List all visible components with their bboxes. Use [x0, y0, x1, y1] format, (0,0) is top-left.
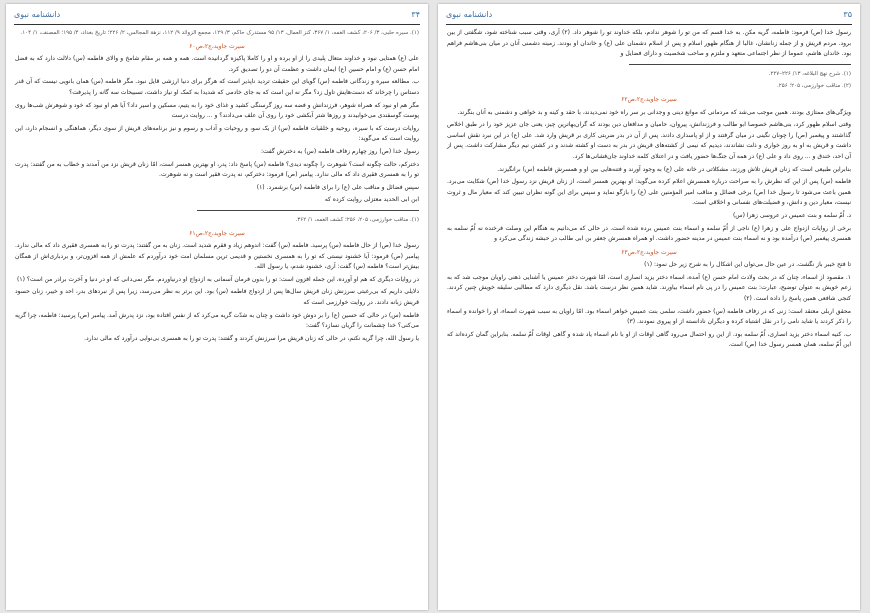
footnote: (۱). مناقب خوارزمی، ۲۰۵، ۲۵۶؛ کشف الغمه، ۱/ ۳۶۲.	[295, 216, 419, 223]
left-page	[6, 4, 428, 610]
page-number: ۳۴	[411, 10, 420, 19]
footnote: (۲). مناقب خوارزمی، ۲۰۵؛ ۲۵۶.	[777, 83, 851, 90]
book-title: دانشنامه نبوی	[446, 10, 493, 19]
page-content	[15, 28, 419, 606]
page-header	[446, 10, 852, 25]
paragraph: برخی از روایات ازدواج علی و زهرا (ع) ناجی از اُمّ سلمه و اسماء بنت عمیس برده شده است. در حالی که می‌دانیم به هنگام این وصلت فرخنده نه اُمّ سلمه به همسری پیغمبر (ص) درآمده بود و نه اسماء بنت عمیس در مدینه حضور داشت. او همراه همسرش جعفر بن ابی طالب در حبشه زندگی می‌کرد و	[447, 224, 851, 243]
paragraph: فاطمه (س) پس از این که نظرش را به صراحت درباره همسرش اعلام کرده می‌گوید: او بهترین همسر است، از زنان قریش نزد رسول خدا (ص) شکایت می‌برد. همین باعث می‌شود تا رسول خدا (ص) برخی فضائل و مناقب امیر المؤمنین علی (ع) را بازگو نماید و سپس برای این گونه نظران تبیین کند که معیار مال و ثروت نیست، معیار دین و دانش، و فضیلت‌های نفسانی و اخلاقی است.	[447, 178, 851, 207]
paragraph: دخترکم، حالت چگونه است؟ شوهرت را چگونه دیدی؟ فاطمه (س) پاسخ داد: پدر، او بهترین همسر است، امّا زنان قریش نزد من آمدند و خطاب به من گفتند: پدرت تو را به همسری فقیری داد که مالی ندارد. پیامبر (ص) فرمود: دخترکم، نه پدرت فقیر است و نه شوهرت.	[15, 160, 419, 179]
paragraph: تا فتح خیبر باز نگشت. در عین حال می‌توان این اشکال را به شرح زیر حل نمود: (۱)	[644, 261, 851, 269]
paragraph: رسول خدا (ص) از حال فاطمه (س) پرسید. فاطمه (س) گفت: اندوهم زیاد و فقرم شدید است. زنان به من گفتند: پدرت تو را به همسری فقیری داد که مالی ندارد. پیامبر (ص) فرمود: آیا خشنود نیستی که تو را به همسری نخستین و قدیمی ترین مسلمان امت خود درآوردم که علمش از همه افزون‌تر، و بردباری‌اش از همگان بیش‌تر است؟ فاطمه (س) گفت: آری، خشنود شدم، یا رسول الله.	[15, 242, 419, 271]
paragraph: رسول خدا (ص) روز چهارم زفاف فاطمه (س) به دخترش گفت:	[260, 147, 419, 155]
section-heading: سیرت جاوید،ج۲،ص۶۳	[621, 248, 677, 256]
footnote: (۱). شرح نهج البلاغه، ۱۳/ ۲۲۶–۲۲۷.	[768, 70, 851, 77]
paragraph: ابن ابی الحدید معتزلی روایت کرده که	[324, 196, 419, 204]
paragraph: د. اُمّ سلمه و بنت عمیس در عروسی زهرا (س)	[732, 211, 851, 219]
paragraph: مگر هم او نبود که همراه شوهر، فرزندانش و فضه سه روز گرسنگی کشید و غذای خود را به یتیم، مسکین و اسیر داد؟ آیا هم او نبود که خود و شوهرش شب‌ها روی پوست گوسفندی می‌خوابیدند و روزها شتر آبکشی خود را روی آن علف می‌دادند؟ و ... روایت درست	[15, 101, 419, 120]
paragraph: فاطمه (س) در حالی که حسین (ع) را بر دوش خود داشت و چنان به شدّت گریه می‌کرد که از نفس افتاده بود، نزد پدرش آمد. پیامبر (ص) پرسید: فاطمه، چرا گریه می‌کنی؟ خدا چشمانت را گریان نسازد؟ گفت:	[15, 311, 419, 330]
right-page	[438, 4, 860, 610]
page-number: ۳۵	[843, 10, 852, 19]
paragraph: ب. مطالعه سیره و زندگانی فاطمه (س) گویای این حقیقت تردید ناپذیر است که هرگز برای دنیا ارزشی قایل نبود. مگر فاطمه (س) همان بانویی نیست که آن قدر دستاس را چرخاند که دست‌هایش تاول زد؟ مگر نه این است که به جای خادمی که شدیدا به کمک او نیاز داشت، تسبیحات سه گانه را پذیرفت؟	[15, 78, 419, 96]
paragraph: ۱. مقصود از اسماء، چنان که در بحث ولادت امام حسن (ع) آمده، اسماء دختر یزید انصاری است، امّا شهرت دختر عمیس یا آشنایی ذهنی راویان موجب شد که به زعم خویش به عنوان توضیح، عبارت: بنت عمیس را در پی نام اسماء بیاورند. شاید همین نظر درست باشد. نقل دیگری دارد که مطالبی سلیقه خویش چنین کردند. کنجی شافعی همین پاسخ را داده است. (۲)	[447, 273, 851, 303]
paragraph: ویژگی‌های ممتازی بودند. همین موجب می‌شد که مردمانی که موانع دینی و وجدانی بر سر راه خود نمی‌دیدند، با حقد و کینه و بد خواهی و دشمنی به آنان بنگرند.	[457, 108, 851, 116]
section-heading: سیرت جاوید،ج۲،ص۶۰	[189, 42, 245, 50]
footnote: (۱). سیره حلبی، ۳/ ۲۰۶، کشف الغمه، ۱/ ۳۶۷، کنز العمال، ۱۳/ ۹۵ مستدرک حاکم، ۳/ ۱۲۹، مجمع الزوائد ۹/ ۱۱۲، نزهة المجالس، ۲/ ۲۲۶؛ تاریخ بغداد، ۴/ ۱۹۵؛ المصنف، ۱/ ۱۰۴.	[20, 30, 419, 36]
paragraph: در روایات دیگری که هم او آورده، این جمله افزون است: تو را بدون فرمان آسمانی به ازدواج او درنیاوردم. مگر نمی‌دانی که او در دنیا و آخرت برادر من است؟ (۱)	[17, 275, 419, 283]
paragraph: سپس فضائل و مناقب علی (ع) را برای فاطمه (س) برشمرد. (۱)	[256, 183, 419, 191]
footnote-divider	[629, 64, 851, 65]
paragraph: رسول خدا (ص) فرمود: فاطمه، گریه مکن. به خدا قسم که من تو را شوهر ندادم، بلکه خداوند تو را شوهر داد. (۲) آری، وقتی سبب شناخته شود، شگفتی از بین برود. مردم قریش و از جمله زنانشان، غالبا از هنگام ظهور اسلام و پس از اسلام دشمنان علی (ع) و خاندان او بودند. زمینه دشمنی آنان در میان بنی‌هاشم فراهم بود. خاندان هاشم، عموما از نظر اجتماعی متعهد و ملتزم و صاحب شخصیت و دارای فضایل و	[447, 29, 851, 58]
section-heading: سیرت جاوید،ج۲،ص۶۱	[189, 229, 245, 237]
paragraph: محقق اربلی معتقد است: زنی که در زفاف فاطمه (س) حضور داشت، سلمی بنت عمیس خواهر اسماء بود. امّا راویان به سبب شهرت اسماء، او را خوانده و اسماء را ذکر کردند یا شاید نامی را در نقل اشتباه کرده و دیگران نادانسته از او پیروی نمودند. (۳)	[447, 307, 851, 326]
paragraph: وقتی اسلام ظهور کرد، بنی‌هاشم خصوصا ابو طالب و فرزندانش، پیروان، حامیان و مدافعان دین بودند که گران‌بهاترین چیز، یعنی جان عزیز خود را در طبق اخلاص گذاشتند و پیغمبر (ص) را چونان نگینی در میان گرفتند و از او پاسداری دادند. پس از آن در بدر ضربتی کاری بر قریش وارد شد. علی (ع) در این نبرد نقش اساسی داشت و قریش به او به روز خواری و ذلت نشاندند، دیدیم که نیمی از کشته‌های قریش در بدر به دست او کشته شدند و در کشتن نیم دیگر مشارکت داشت. پس از آن احد، خندق و ... روی داد و علی (ع) در همه آن جنگ‌ها حضور یافت و در اعتلای کلمه خداوند جان‌فشانی‌ها کرد.	[447, 121, 851, 160]
paragraph: بنابراین طبیعی است که زنان قریش تلاش ورزند، مشکلاتی در خانه علی (ع) به وجود آورند و فتنه‌هایی بین او و همسرش فاطمه (س) برانگیزند.	[497, 165, 851, 173]
paragraph: علی (ع) همتایی نبود و خداوند متعال پلیدی را از او برده و او را کاملا پاکیزه گردانیده است. همه و همه بر مقام شامخ و والای فاطمه (س) دلالت دارد که به فضل امام حسن (ع) و امام حسین (ع) ایمان داشت و عظمت آن دو را تصدیق کرد.	[15, 55, 419, 73]
page-header	[14, 10, 420, 25]
footnote-divider	[197, 210, 419, 211]
section-heading: سیرت جاوید،ج۲،ص۶۲	[621, 95, 677, 103]
paragraph: دلایلی داریم که بی‌رغبتی سرزنش زنان قریش سال‌ها پس از ازدواج فاطمه (س) بود. این برتر به نظر می‌رسد، زیرا پس از نبردهای بدر، احد و خیبر، زنان حسود قریش زبانه دادند. در روایت خوارزمی است که	[15, 288, 419, 307]
paragraph: روایات درست که با سیره، روحیه و خلقیات فاطمه (س) از یک سو، و روحیات و آداب و رسوم و نیز برنامه‌های قریش از سوی دیگر، هماهنگی و انسجام دارد، این روایت است که می‌گوید:	[15, 124, 419, 143]
paragraph: ب. کنیه اسماء دختر یزید انصاری، اُمّ سلمه بود. از این رو احتمال می‌رود گاهی اوقات از او با نام اسماء یاد شده و گاهی اوقات اُمّ سلمه. بنابراین گمان کرده‌اند که این اُمّ سلمه، همان همسر رسول خدا (ص) است.	[447, 330, 851, 349]
page-content	[447, 28, 851, 606]
book-title: دانشنامه نبوی	[14, 10, 61, 19]
paragraph: یا رسول الله، چرا گریه نکنم، در حالی که زنان قریش مرا سرزنش کردند و گفتند: پدرت تو را به همسری بی‌نوایی درآورد که مالی ندارد.	[84, 334, 419, 342]
